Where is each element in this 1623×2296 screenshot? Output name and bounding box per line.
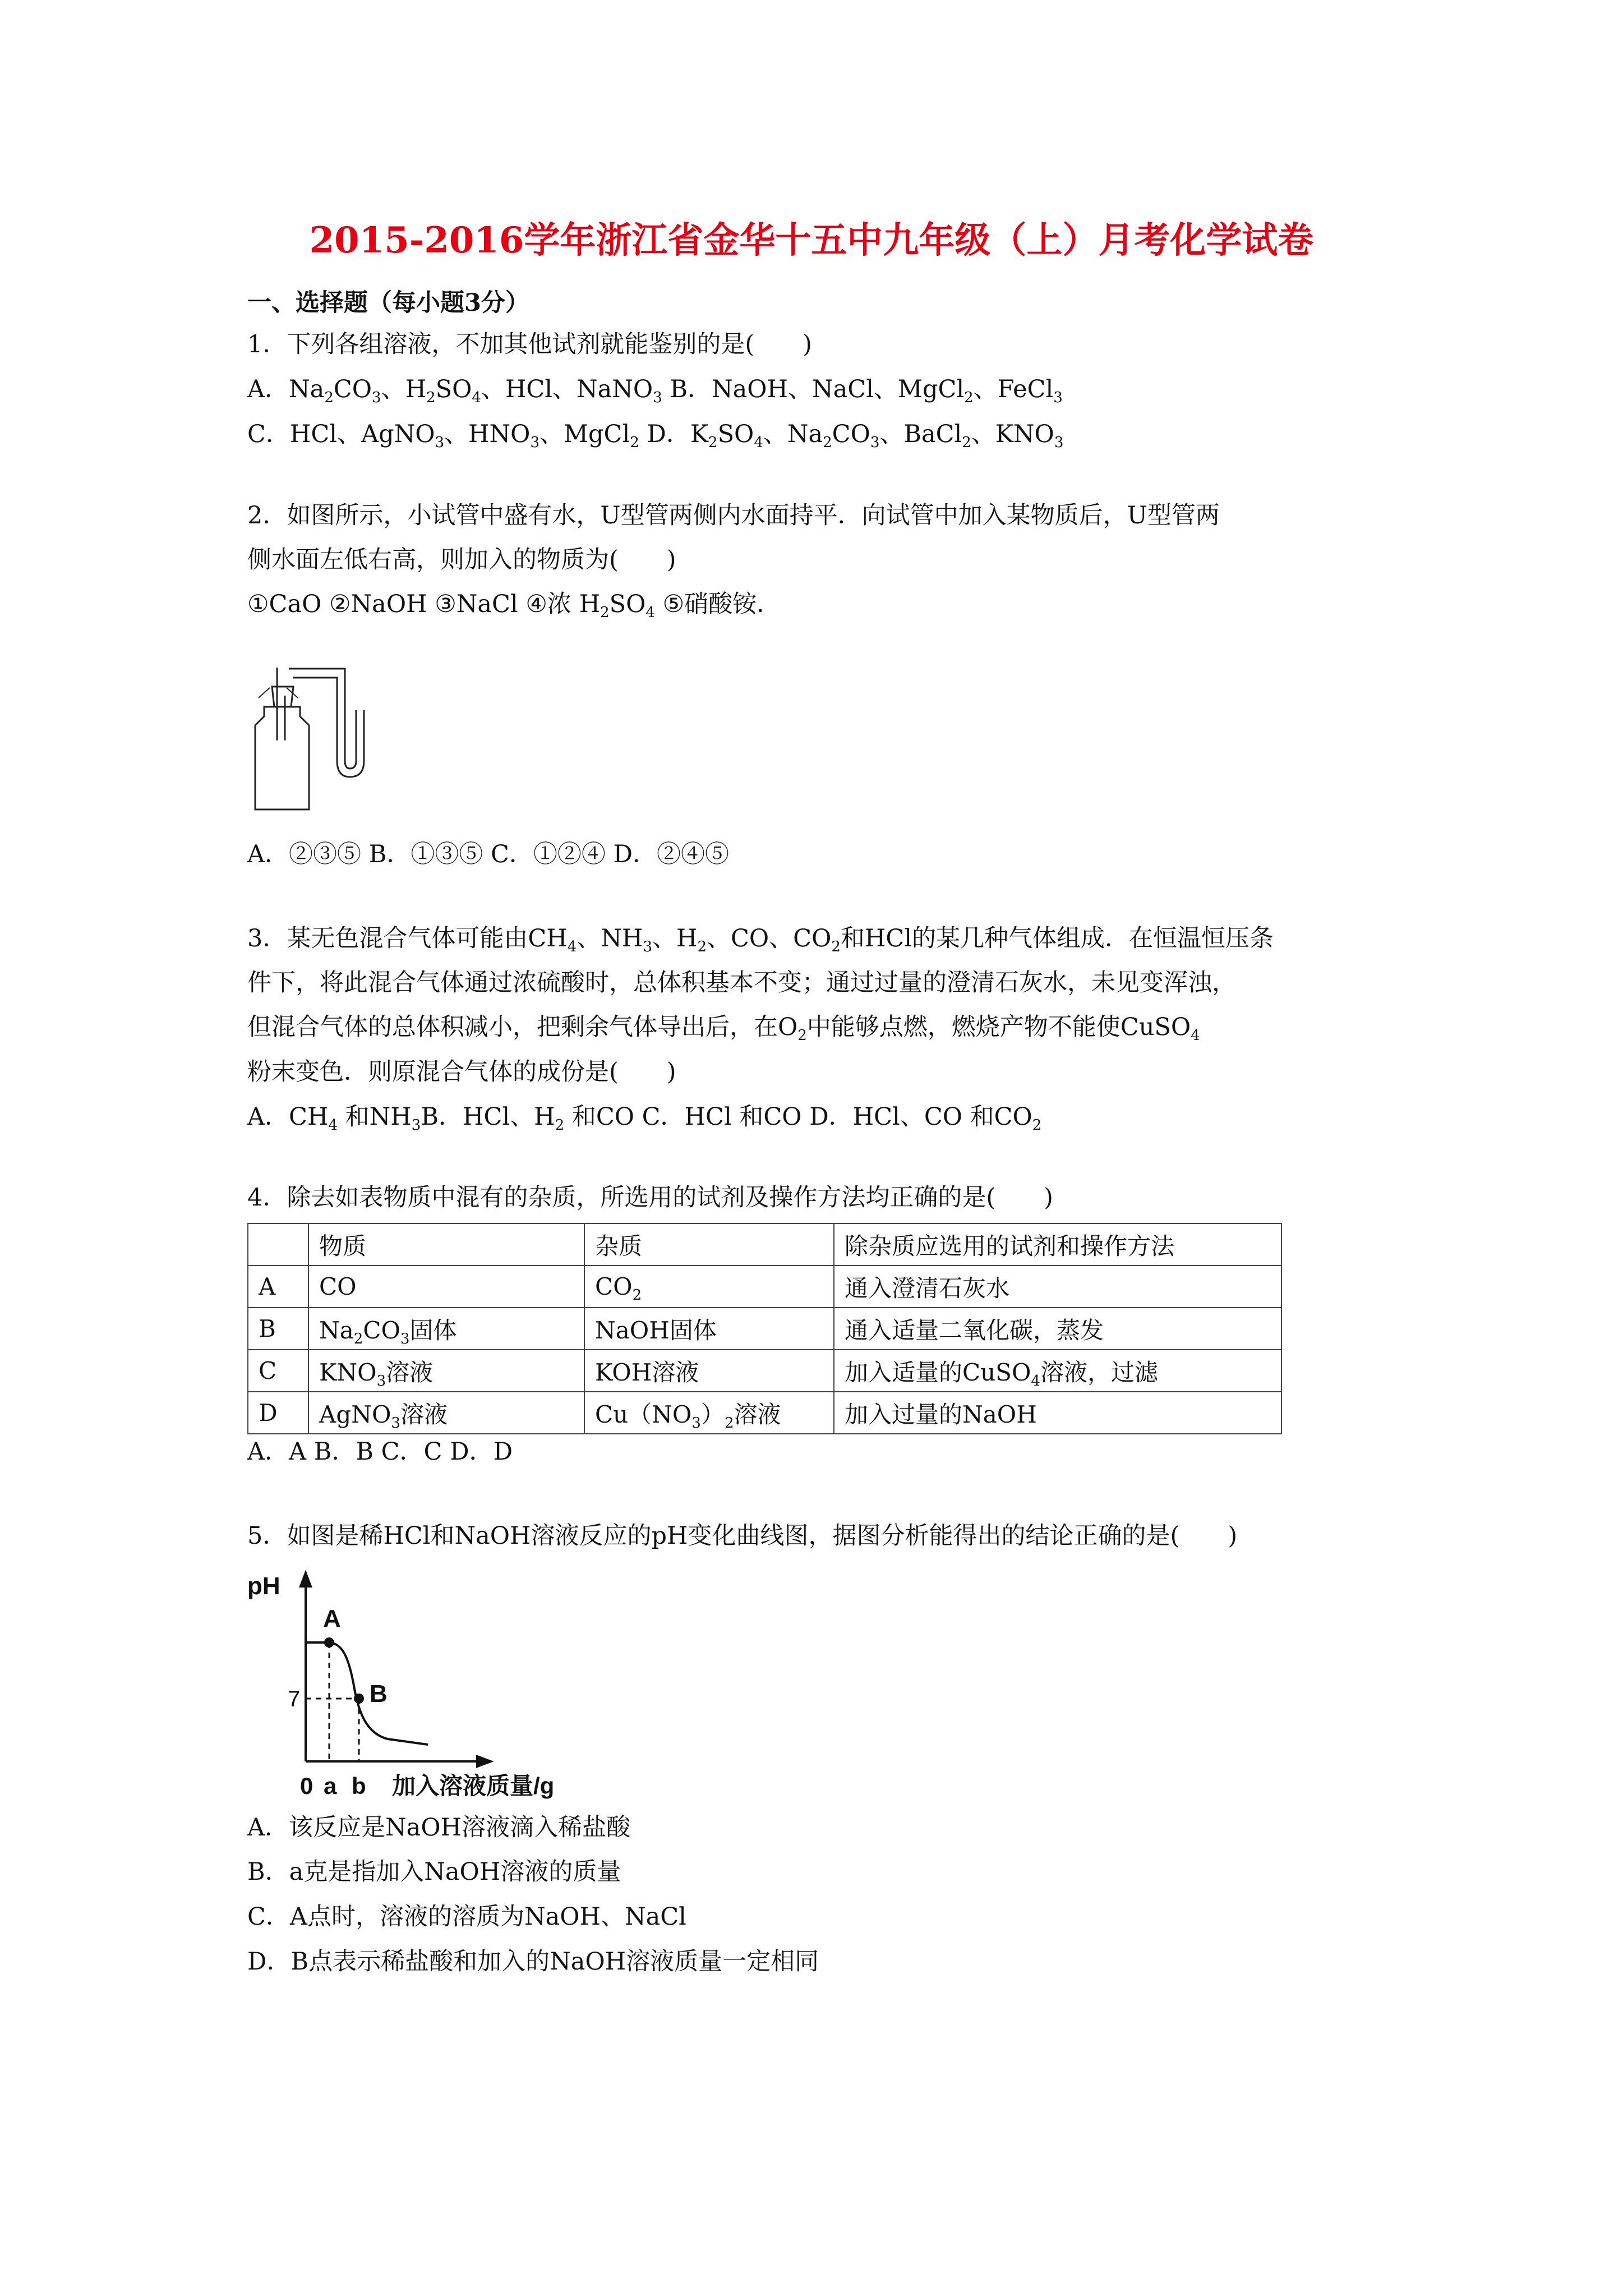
row-label: B — [248, 1308, 308, 1350]
ph-curve-graph — [247, 1565, 595, 1801]
ph-curve — [306, 1642, 428, 1745]
table-header-row — [248, 1223, 1281, 1266]
point-b — [354, 1694, 364, 1704]
cell-substance: $Na_2CO_3$固体 — [308, 1308, 584, 1350]
cell-impurity: KOH溶液 — [584, 1350, 834, 1392]
cell-method: 加入适量的CuSO$_4$溶液，过滤 — [834, 1350, 1281, 1392]
cell-impurity: $CO_2$ — [584, 1266, 834, 1308]
q4-stem: 4．除去如表物质中混有的杂质，所选用的试剂及操作方法均正确的是( ) — [247, 1184, 1053, 1212]
q3-line-2: 件下，将此混合气体通过浓硫酸时，总体积基本不变；通过过量的澄清石灰水，未见变浑浊， — [247, 969, 1236, 997]
stopper — [272, 687, 293, 707]
y-tick-7: 7 — [288, 1687, 301, 1711]
q5-stem: 5．如图是稀HCl和NaOH溶液反应的pH变化曲线图，据图分析能得出的结论正确的是( ) — [247, 1522, 1238, 1550]
test-tube-bottle — [255, 707, 309, 809]
funnel-stem — [277, 668, 285, 740]
table-header-cell — [248, 1223, 308, 1266]
u-tube — [337, 701, 364, 777]
q4-options: A．A B．B C．C D．D — [247, 1438, 513, 1466]
x-tick-b: b — [352, 1773, 366, 1799]
q3-line-1: 3．某无色混合气体可能由$CH_4$、$NH_3$、$H_2$、CO、$CO_2$和HCl的某几种气体组成．在恒温恒压条 — [247, 924, 1274, 955]
point-b-label: B — [370, 1680, 388, 1708]
q1-options-line-2: C．HCl、AgNO$_3$、$HNO_3$、MgCl$_2$ D．$K_2SO_4$、$Na_2CO_3$、BaCl$_2$、$KNO_3$ — [247, 420, 1064, 451]
table-row — [248, 1266, 1281, 1308]
cell-method: 通入澄清石灰水 — [834, 1266, 1281, 1308]
cell-substance: AgNO$_3$溶液 — [308, 1392, 584, 1434]
row-label: C — [248, 1350, 308, 1392]
impurity-table — [247, 1223, 1282, 1434]
x-axis-label: 加入溶液质量/g — [392, 1773, 555, 1799]
q2-stem-line-2: 侧水面左低右高，则加入的物质为( ) — [247, 546, 676, 574]
table-header-cell: 物质 — [308, 1223, 584, 1266]
cell-method: 加入过量的NaOH — [834, 1392, 1281, 1434]
section-heading: 一、选择题（每小题3分） — [247, 289, 529, 317]
delivery-tube — [289, 669, 345, 701]
point-a-label: A — [323, 1605, 341, 1632]
q3-line-4: 粉末变色．则原混合气体的成份是( ) — [247, 1058, 676, 1086]
x-axis-arrow — [477, 1756, 491, 1766]
x-tick-a: a — [324, 1773, 337, 1799]
q3-line-3: 但混合气体的总体积减小，把剩余气体导出后，在$O_2$中能够点燃，燃烧产物不能使CuSO$_4$ — [247, 1013, 1200, 1044]
q3-options: A．$CH_4$ 和$NH_3B$．HCl、$H_2$ 和CO C．HCl 和CO D．HCl、CO 和$CO_2$ — [247, 1103, 1042, 1134]
cell-substance: CO — [308, 1266, 584, 1308]
u-tube-apparatus-figure — [247, 645, 416, 813]
table-row — [248, 1392, 1281, 1434]
table-header-cell: 除杂质应选用的试剂和操作方法 — [834, 1223, 1281, 1266]
x-tick-0: 0 — [300, 1773, 313, 1799]
point-a — [324, 1637, 334, 1648]
cell-substance: $KNO_3$溶液 — [308, 1350, 584, 1392]
y-axis-arrow — [301, 1573, 311, 1586]
row-label: A — [248, 1266, 308, 1308]
page-title: 2015-2016学年浙江省金华十五中九年级（上）月考化学试卷 — [309, 219, 1314, 261]
q5-option-a: A．该反应是NaOH溶液滴入稀盐酸 — [247, 1814, 631, 1842]
y-axis-label: pH — [247, 1572, 280, 1600]
row-label: D — [248, 1392, 308, 1434]
cell-impurity: NaOH固体 — [584, 1308, 834, 1350]
table-row — [248, 1350, 1281, 1392]
q5-option-d: D．B点表示稀盐酸和加入的NaOH溶液质量一定相同 — [247, 1948, 819, 1976]
q2-stem-line-1: 2．如图所示，小试管中盛有水，U型管两侧内水面持平．向试管中加入某物质后，U型管两 — [247, 501, 1220, 530]
q5-option-c: C．A点时，溶液的溶质为NaOH、NaCl — [247, 1903, 686, 1931]
q2-options: A．②③⑤ B．①③⑤ C．①②④ D．②④⑤ — [247, 840, 730, 868]
q2-items: ①CaO ②NaOH ③NaCl ④浓 $H_2SO_4$ ⑤硝酸铵． — [247, 590, 781, 621]
q5-option-b: B．a克是指加入NaOH溶液的质量 — [247, 1858, 621, 1886]
cell-impurity: $Cu(NO_3)_2$溶液 — [584, 1392, 834, 1434]
table-row — [248, 1308, 1281, 1350]
cell-method: 通入适量二氧化碳，蒸发 — [834, 1308, 1281, 1350]
q1-options-line-1: A．$Na_2CO_3$、$H_2SO_4$、HCl、NaNO$_3$ B．NaOH、NaCl、MgCl$_2$、FeCl$_3$ — [247, 375, 1063, 406]
table-header-cell: 杂质 — [584, 1223, 834, 1266]
q1-stem: 1．下列各组溶液，不加其他试剂就能鉴别的是( ) — [247, 330, 812, 358]
